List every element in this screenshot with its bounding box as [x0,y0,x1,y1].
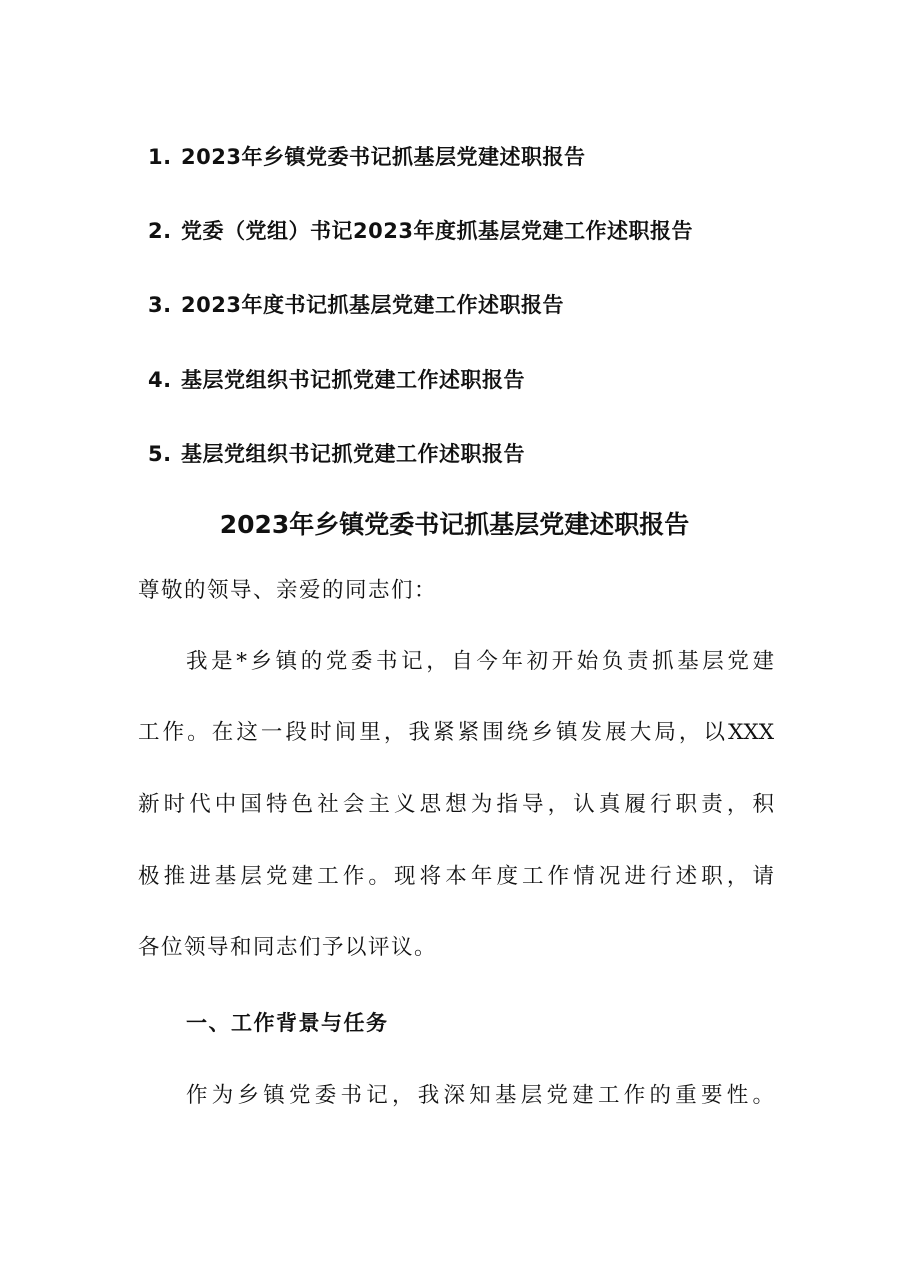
toc-item-number: 5. [148,442,172,466]
toc-item-4 [148,367,525,393]
paragraph-line: 新时代中国特色社会主义思想为指导，认真履行职责，积 [138,792,774,817]
salutation: 尊敬的领导、亲爱的同志们： [138,578,438,603]
paragraph-line: 工作。在这一段时间里，我紧紧围绕乡镇发展大局，以XXX [138,720,774,745]
toc-item-3 [148,292,564,318]
paragraph-line: 各位领导和同志们予以评议。 [138,935,438,960]
toc-item-number: 3. [148,293,172,317]
toc-item-number: 1. [148,145,172,169]
toc-item-text: 基层党组织书记抓党建工作述职报告 [181,368,525,392]
paragraph-line: 我是*乡镇的党委书记，自今年初开始负责抓基层党建 [186,649,774,674]
toc-item-number: 4. [148,368,172,392]
toc-item-text: 基层党组织书记抓党建工作述职报告 [181,442,525,466]
section-heading: 一、工作背景与任务 [186,1011,389,1035]
toc-item-2 [148,218,693,244]
toc-item-1 [148,144,585,170]
toc-item-text: 2023年度书记抓基层党建工作述职报告 [181,293,564,317]
paragraph-line: 作为乡镇党委书记，我深知基层党建工作的重要性。 [186,1083,774,1108]
toc-item-number: 2. [148,219,172,243]
toc-item-text: 2023年乡镇党委书记抓基层党建述职报告 [181,145,586,169]
toc-item-text: 党委（党组）书记2023年度抓基层党建工作述职报告 [181,219,693,243]
toc-item-5 [148,441,525,467]
paragraph-line: 极推进基层党建工作。现将本年度工作情况进行述职，请 [138,864,774,889]
document-title: 2023年乡镇党委书记抓基层党建述职报告 [219,510,690,539]
